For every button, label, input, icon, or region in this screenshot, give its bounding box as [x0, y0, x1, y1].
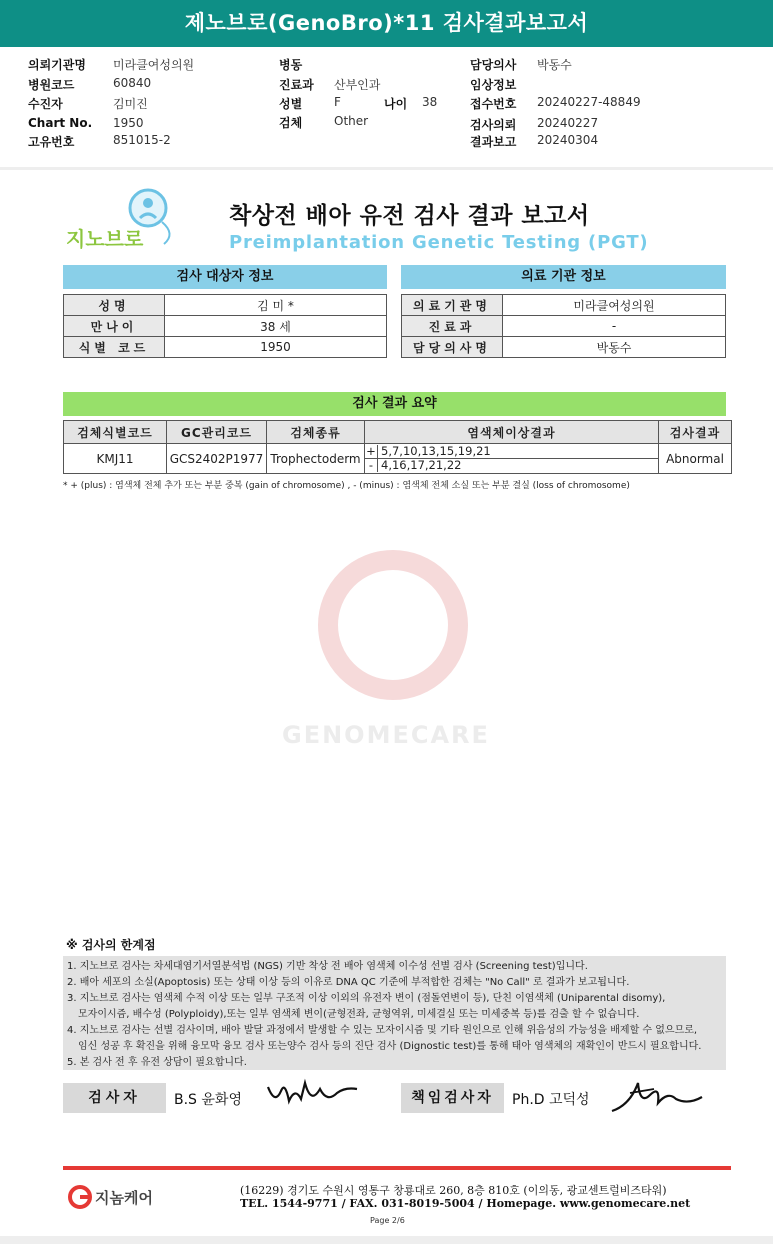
table-row: [402, 295, 726, 316]
limitation-line: 모자이시즘, 배수성 (Polyploidy),또는 일부 염색체 변이(균형전좌, 균형역위, 미세결실 또는 미세중복 등)를 검출 할 수 없습니다.: [78, 1009, 640, 1020]
row-value: 38 세: [165, 316, 387, 337]
header-value: 20240227-48849: [537, 95, 641, 109]
header-label: 검체: [279, 116, 303, 130]
watermark-logo-icon: [318, 550, 468, 700]
chief-tester-label: 책임검사자: [401, 1083, 504, 1113]
gain-sign: +: [365, 445, 378, 458]
header-value: 60840: [113, 76, 152, 90]
loss-sign: -: [365, 459, 378, 472]
chief-tester-name: Ph.D 고덕성: [512, 1092, 590, 1108]
header-label: 접수번호: [470, 97, 517, 111]
limitation-line: 2. 배아 세포의 소실(Apoptosis) 또는 상태 이상 등의 이유로 DNA QC 기준에 부적합한 검체는 "No Call" 로 결과가 보고됩니다.: [67, 977, 630, 988]
header-label: Chart No.: [28, 116, 93, 130]
institution-info-table: [401, 294, 726, 358]
column-header: 염색체이상결과: [365, 421, 659, 444]
header-label: 고유번호: [28, 135, 75, 149]
row-label: 만나이: [64, 316, 165, 337]
gain-chromosomes: 5,7,10,13,15,19,21: [381, 444, 491, 458]
header-label: 병동: [279, 58, 303, 72]
summary-title: 검사 결과 요약: [63, 392, 726, 416]
row-value: 김 미 *: [165, 295, 387, 316]
table-header-row: [64, 421, 732, 444]
header-value: 20240304: [537, 133, 599, 147]
header-label: 진료과: [279, 78, 314, 92]
header-label: 성별: [279, 97, 303, 111]
header-value: F: [334, 95, 341, 109]
institution-info-title: 의료 기관 정보: [401, 265, 726, 289]
chief-signature-icon: [610, 1075, 705, 1117]
header-label: 나이: [384, 97, 408, 111]
genobro-logo-icon: [64, 188, 189, 252]
header-value: 1950: [113, 116, 144, 130]
row-value: -: [503, 316, 726, 337]
header-value: 미라클여성의원: [113, 58, 195, 72]
header-label: 검사의뢰: [470, 118, 517, 132]
document-subtitle: Preimplantation Genetic Testing (PGT): [229, 232, 649, 253]
report-page: [0, 170, 773, 1236]
footer-contact: TEL. 1544-9771 / FAX. 031-8019-5004 / Homepage. www.genomecare.net: [240, 1197, 691, 1210]
table-row: [64, 444, 732, 474]
limitation-line: 4. 지노브로 검사는 선별 검사이며, 배아 발달 과정에서 발생할 수 있는 모자이시즘 및 기타 원인으로 인해 위음성의 가능성을 배제할 수 없으므로,: [67, 1025, 698, 1036]
limitation-line: 임신 성공 후 확진을 위해 융모막 융모 검사 또는양수 검사 등의 진단 검사 (Dignostic test)를 통해 태아 염색체의 재확인이 반드시 필요합니다.: [78, 1041, 702, 1052]
header-value: 20240227: [537, 116, 599, 130]
limitation-line: 3. 지노브로 검사는 염색체 수적 이상 또는 일부 구조적 이상 이외의 유전자 변이 (점돌연변이 등), 단친 이염색체 (Uniparental disomy),: [67, 993, 666, 1004]
footer-divider: [63, 1166, 731, 1170]
table-row: [402, 337, 726, 358]
document-title: 착상전 배아 유전 검사 결과 보고서: [229, 203, 590, 229]
table-row: [402, 316, 726, 337]
column-header: 검체종류: [267, 421, 365, 444]
patient-header: [0, 47, 773, 167]
summary-table: [63, 420, 732, 474]
sample-id-cell: KMJ11: [64, 444, 167, 474]
header-value: 산부인과: [334, 78, 381, 92]
header-value: 851015-2: [113, 133, 171, 147]
row-label: 담당의사명: [402, 337, 503, 358]
header-label: 임상정보: [470, 78, 517, 92]
watermark-text: GENOMECARE: [282, 721, 490, 749]
column-header: GC관리코드: [167, 421, 267, 444]
genomecare-logo-icon: [68, 1183, 168, 1211]
row-label: 의료기관명: [402, 295, 503, 316]
header-value: 박동수: [537, 58, 572, 72]
tester-label: 검사자: [63, 1083, 166, 1113]
row-label: 진료과: [402, 316, 503, 337]
tester-name: B.S 윤화영: [174, 1092, 242, 1108]
footer-company: 지놈케어: [95, 1189, 153, 1207]
row-value: 박동수: [503, 337, 726, 358]
footnote: * + (plus) : 염색체 전체 추가 또는 부분 중복 (gain of chromosome) , - (minus) : 염색체 전체 소실 또는 부분 결실 (loss of chromosome): [63, 481, 630, 491]
limitations-title: ※ 검사의 한계점: [66, 938, 156, 952]
row-value: 미라클여성의원: [503, 295, 726, 316]
logo-text: 지노브로: [66, 227, 144, 251]
header-label: 담당의사: [470, 58, 517, 72]
tester-signature-icon: [265, 1075, 360, 1115]
header-label: 의뢰기관명: [28, 58, 86, 72]
table-row: [64, 316, 387, 337]
header-label: 병원코드: [28, 78, 75, 92]
limitations-box: [63, 956, 726, 1070]
header-value: 김미진: [113, 97, 148, 111]
gc-code-cell: GCS2402P1977: [167, 444, 267, 474]
report-title-bar: 제노브로(GenoBro)*11 검사결과보고서: [0, 0, 773, 47]
sample-type-cell: Trophectoderm: [267, 444, 365, 474]
row-label: 식별 코드: [64, 337, 165, 358]
header-label: 결과보고: [470, 135, 517, 149]
table-row: [64, 337, 387, 358]
header-value: Other: [334, 114, 369, 128]
page-number: Page 2/6: [370, 1216, 405, 1225]
header-value: 38: [422, 95, 438, 109]
table-row: [64, 295, 387, 316]
footer-address: (16229) 경기도 수원시 영통구 창룡대로 260, 8층 810호 (이의동, 광교센트럴비즈타워): [240, 1184, 667, 1197]
loss-chromosomes: 4,16,17,21,22: [381, 458, 462, 472]
subject-info-table: [63, 294, 387, 358]
abnormality-cell: [365, 444, 659, 474]
subject-info-title: 검사 대상자 정보: [63, 265, 387, 289]
column-header: 검사결과: [659, 421, 732, 444]
limitation-line: 5. 본 검사 전 후 유전 상담이 필요합니다.: [67, 1057, 247, 1068]
limitation-line: 1. 지노브로 검사는 차세대염기서열분석법 (NGS) 기반 착상 전 배아 염색체 이수성 선별 검사 (Screening test)입니다.: [67, 961, 588, 972]
header-label: 수진자: [28, 97, 63, 111]
column-header: 검체식별코드: [64, 421, 167, 444]
row-value: 1950: [165, 337, 387, 358]
row-label: 성명: [64, 295, 165, 316]
result-cell: Abnormal: [659, 444, 732, 474]
